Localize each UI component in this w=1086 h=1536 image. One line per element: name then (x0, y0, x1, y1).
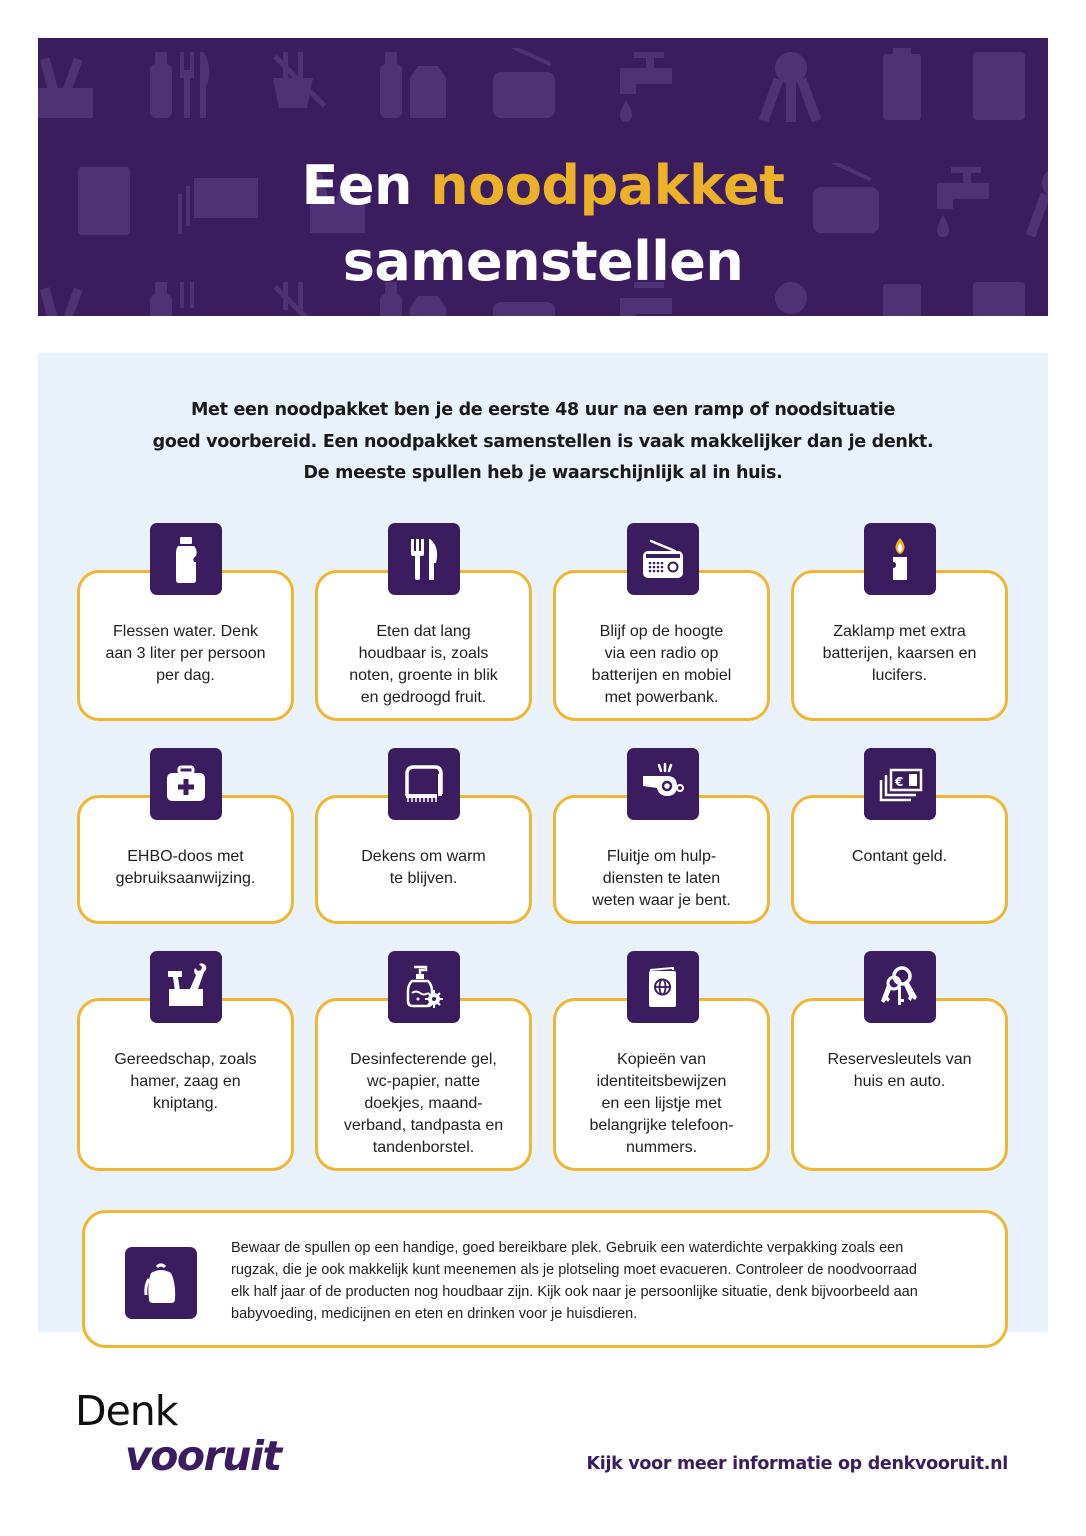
item-description (326, 846, 521, 890)
item-card-tools (77, 998, 294, 1171)
item-description (88, 1049, 283, 1115)
passport-icon (627, 951, 699, 1023)
item-text-line: Zaklamp met extra (833, 623, 966, 640)
item-text-line: lucifers. (871, 667, 928, 684)
logo-line-vooruit: vooruit (125, 1432, 281, 1480)
title-line-2: samenstellen (342, 230, 744, 293)
item-text-line: verband, tandpasta en (343, 1117, 504, 1134)
item-description (802, 621, 997, 687)
more-info-link[interactable]: Kijk voor meer informatie op denkvooruit.nl (586, 1454, 1008, 1474)
item-text-line: EHBO-doos met (127, 848, 244, 865)
item-text-line: belangrijke telefoon- (589, 1117, 734, 1134)
item-text-line: diensten te laten (602, 870, 721, 887)
tip-text-line: rugzak, die je ook makkelijk kunt meenemen als je plotseling moet evacueren. Controleer de noodvoorraad (231, 1262, 917, 1278)
logo-line-denk: Denk (75, 1387, 178, 1435)
no-food-icon (263, 48, 333, 120)
item-text-line: Fluitje om hulp- (606, 848, 717, 865)
item-text-line: Gereedschap, zoals (114, 1051, 257, 1068)
svg-text:€: € (895, 775, 904, 789)
item-card-documents (553, 998, 770, 1171)
item-description (802, 846, 997, 868)
title-line-1 (38, 148, 1048, 224)
radio-icon (627, 523, 699, 595)
radio-icon (493, 48, 563, 120)
item-card-hygiene (315, 998, 532, 1171)
fork-knife-icon (388, 523, 460, 595)
item-description (88, 846, 283, 890)
item-text-line: noten, groente in blik (349, 667, 498, 684)
item-text-line: identiteitsbewijzen (596, 1073, 727, 1090)
tip-text (231, 1237, 1001, 1325)
item-text-line: Dekens om warm (361, 848, 486, 865)
water-bottle-icon (150, 523, 222, 595)
keys-icon (864, 951, 936, 1023)
item-text-line: hamer, zaag en (130, 1073, 241, 1090)
cash-icon (864, 748, 936, 820)
water-tap-icon (616, 48, 676, 126)
toolbox-icon (38, 48, 98, 120)
item-description (564, 846, 759, 912)
first-aid-kit-icon (150, 748, 222, 820)
toolbox-icon (150, 951, 222, 1023)
item-card-keys (791, 998, 1008, 1171)
item-text-line: met powerbank. (604, 689, 719, 706)
candle-icon (864, 523, 936, 595)
storage-tip-box (82, 1210, 1008, 1348)
item-text-line: wc-papier, natte (367, 1073, 480, 1090)
item-description (326, 1049, 521, 1159)
intro-line: De meeste spullen heb je waarschijnlijk al in huis. (303, 463, 783, 483)
item-description (326, 621, 521, 709)
item-description (802, 1049, 997, 1093)
item-text-line: te blijven. (389, 870, 458, 887)
item-description (564, 1049, 759, 1159)
intro-line: Met een noodpakket ben je de eerste 48 uur na een ramp of noodsituatie (190, 400, 896, 420)
item-text-line: doekjes, maand- (364, 1095, 483, 1112)
title-accent: noodpakket (430, 154, 785, 217)
keys-icon (756, 48, 826, 126)
item-text-line: en een lijstje met (601, 1095, 722, 1112)
item-description (88, 621, 283, 687)
item-text-line: weten waar je bent. (592, 892, 731, 909)
hygiene-soap-icon (388, 951, 460, 1023)
item-text-line: Reservesleutels van (827, 1051, 972, 1068)
intro-line: goed voorbereid. Een noodpakket samenstellen is vaak makkelijker dan je denkt. (152, 431, 934, 452)
bottle-fork-icon (148, 48, 218, 120)
item-text-line: per dag. (156, 667, 215, 684)
item-text-line: batterijen, kaarsen en (822, 645, 977, 662)
item-text-line: Contant geld. (851, 848, 948, 865)
item-text-line: via een radio op (604, 645, 719, 662)
item-text-line: nummers. (625, 1139, 698, 1156)
page-title (38, 148, 1048, 300)
item-text-line: en gedroogd fruit. (360, 689, 487, 706)
title-prefix: Een (301, 154, 412, 217)
item-text-line: Desinfecterende gel, (350, 1051, 497, 1068)
item-text-line: houdbaar is, zoals (358, 645, 489, 662)
item-text-line: Blijf op de hoogte (599, 623, 724, 640)
bottle-carton-icon (378, 48, 448, 120)
denk-vooruit-logo (75, 1388, 281, 1478)
item-text-line: Flessen water. Denk (113, 623, 258, 640)
header-banner (38, 38, 1048, 316)
item-text-line: aan 3 liter per persoon (105, 645, 266, 662)
tip-text-line: elk half jaar of de producten nog houdbaar zijn. Kijk ook naar je persoonlijke situatie, denk bijvoorbeeld aan (231, 1284, 918, 1300)
item-description (564, 621, 759, 709)
backpack-icon (125, 1247, 197, 1319)
battery-icon (883, 48, 923, 120)
passport-icon (973, 48, 1028, 120)
item-text-line: huis en auto. (853, 1073, 946, 1090)
intro-text (0, 395, 1086, 490)
tip-text-line: Bewaar de spullen op een handige, goed bereikbare plek. Gebruik een waterdichte verpakking zoals een (231, 1240, 904, 1256)
item-text-line: gebruiksaanwijzing. (115, 870, 256, 887)
tip-text-line: babyvoeding, medicijnen en eten en drinken voor je huisdieren. (231, 1306, 638, 1322)
whistle-icon (627, 748, 699, 820)
item-text-line: Eten dat lang (376, 623, 471, 640)
item-text-line: tandenborstel. (372, 1139, 475, 1156)
item-text-line: Kopieën van (617, 1051, 706, 1068)
item-text-line: kniptang. (153, 1095, 218, 1112)
item-text-line: batterijen en mobiel (591, 667, 732, 684)
blanket-icon (388, 748, 460, 820)
